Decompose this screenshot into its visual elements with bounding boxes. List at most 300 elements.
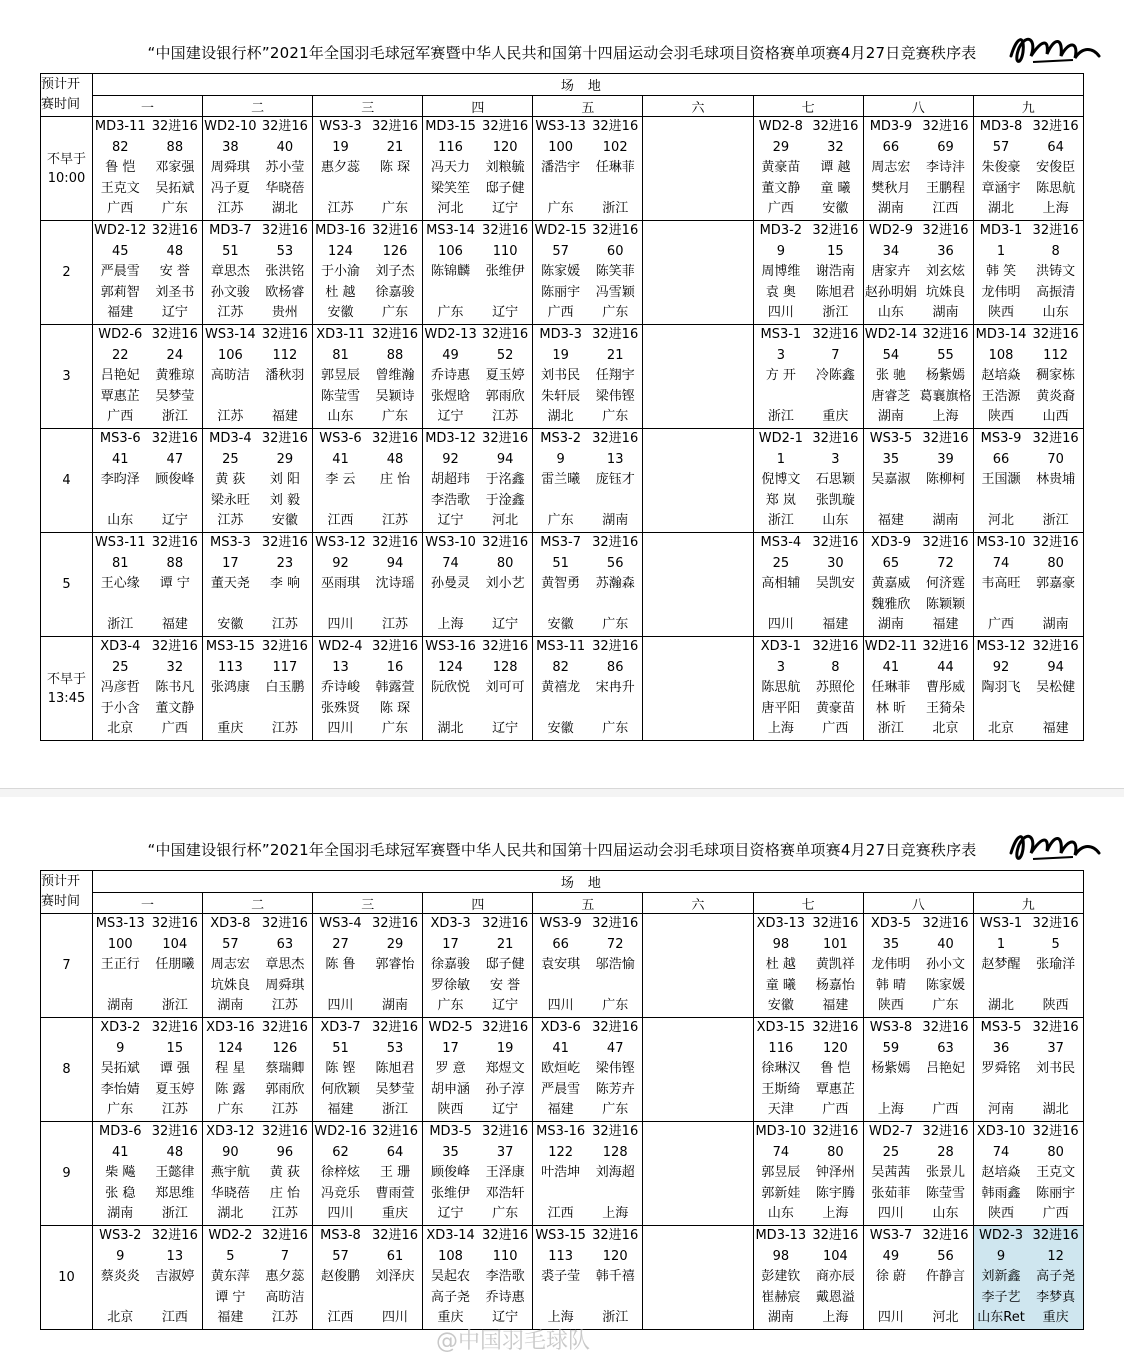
seed-number: 51 bbox=[332, 1040, 349, 1056]
province: 四川 bbox=[382, 1310, 409, 1326]
player-name: 刘可可 bbox=[485, 680, 525, 696]
player-name: 任琳菲 bbox=[871, 680, 911, 696]
round-label: 32进16 bbox=[371, 1228, 419, 1243]
round-label: 32进16 bbox=[592, 639, 639, 654]
schedule-row bbox=[41, 117, 1084, 221]
match-code: MD3-3 bbox=[539, 327, 582, 342]
province: 陕西 bbox=[877, 998, 904, 1014]
match-cell bbox=[423, 1226, 533, 1330]
match-code: WD2-9 bbox=[868, 223, 913, 238]
seed-number: 47 bbox=[606, 1040, 624, 1056]
partner-name: 郭雨欣 bbox=[485, 388, 525, 404]
seed-number: 66 bbox=[552, 936, 569, 952]
round-label: 32进16 bbox=[482, 223, 529, 238]
seed-number: 37 bbox=[1047, 1040, 1064, 1056]
match-code: MD3-16 bbox=[315, 223, 366, 238]
round-label: 32进16 bbox=[812, 1124, 859, 1139]
partner-name bbox=[148, 491, 203, 512]
round-label: 32进16 bbox=[922, 916, 969, 931]
partner-name: 华晓蓓 bbox=[210, 1185, 250, 1201]
match-cell bbox=[753, 221, 863, 325]
round-label: 32进16 bbox=[371, 1020, 419, 1035]
round-label: 32进16 bbox=[261, 1020, 308, 1035]
time-header: 预计开赛时间 bbox=[41, 74, 93, 117]
partner-name: 王猗朵 bbox=[925, 700, 965, 716]
province: 四川 bbox=[877, 1206, 904, 1222]
seed-number: 92 bbox=[332, 555, 349, 571]
match-info bbox=[93, 1226, 202, 1329]
province: 浙江 bbox=[161, 1206, 188, 1222]
province: 湖南 bbox=[107, 998, 134, 1014]
province: 上海 bbox=[547, 1310, 574, 1326]
player-name: 李 云 bbox=[325, 472, 356, 488]
match-info bbox=[203, 1122, 312, 1225]
province: 浙江 bbox=[107, 617, 134, 633]
seed-number: 9 bbox=[776, 243, 785, 259]
match-code: XD3-4 bbox=[100, 639, 141, 654]
seed-number: 60 bbox=[606, 243, 624, 259]
match-info bbox=[533, 1018, 642, 1121]
seed-number: 104 bbox=[162, 936, 188, 952]
province: 安徽 bbox=[767, 998, 794, 1014]
player-name: 冯天力 bbox=[431, 160, 471, 176]
round-label: 32进16 bbox=[1032, 1124, 1079, 1139]
round-label: 32进16 bbox=[482, 535, 529, 550]
province: 福建 bbox=[822, 617, 849, 633]
match-code: MS3-2 bbox=[540, 431, 581, 446]
round-label: 32进16 bbox=[812, 119, 859, 134]
match-code: WD2-8 bbox=[758, 119, 803, 134]
match-cell bbox=[313, 325, 423, 429]
match-code: MS3-15 bbox=[205, 639, 255, 654]
partner-name bbox=[368, 976, 423, 997]
match-cell bbox=[423, 533, 533, 637]
province: 山东 bbox=[932, 1206, 959, 1222]
partner-name bbox=[974, 1080, 1029, 1101]
player-name: 任朋曦 bbox=[155, 957, 195, 973]
match-info bbox=[974, 637, 1083, 740]
player-name: 顾俊峰 bbox=[431, 1165, 471, 1181]
player-name: 潘秋羽 bbox=[265, 368, 305, 384]
round-label: 32进16 bbox=[812, 431, 859, 446]
partner-name: 黄豪苗 bbox=[815, 700, 855, 716]
partner-name bbox=[974, 595, 1029, 616]
empty-court-cell bbox=[643, 1018, 753, 1122]
player-name: 郭昱辰 bbox=[761, 1165, 801, 1181]
player-name: 张景儿 bbox=[925, 1165, 965, 1181]
partner-name bbox=[478, 283, 533, 304]
player-name: 赵培焱 bbox=[981, 1165, 1021, 1181]
partner-name: 戴恩溢 bbox=[815, 1289, 855, 1305]
venue-header: 场地 bbox=[93, 871, 1084, 893]
seed-number: 25 bbox=[772, 555, 790, 571]
province: 江苏 bbox=[217, 201, 244, 217]
province: 湖南 bbox=[767, 1310, 794, 1326]
province: 河南 bbox=[988, 1102, 1015, 1118]
match-code: MS3-13 bbox=[95, 916, 145, 931]
match-info bbox=[313, 117, 422, 220]
player-name: 鲁 恺 bbox=[820, 1061, 851, 1077]
match-info bbox=[864, 1226, 973, 1329]
partner-name bbox=[974, 491, 1029, 512]
player-name: 郭嘉豪 bbox=[1036, 576, 1076, 592]
partner-name bbox=[1028, 699, 1083, 720]
match-cell bbox=[533, 1226, 643, 1330]
partner-name: 韩雨鑫 bbox=[981, 1185, 1021, 1201]
player-name: 吴嘉淑 bbox=[871, 472, 911, 488]
player-name: 吴起农 bbox=[431, 1269, 471, 1285]
player-name: 刘书民 bbox=[541, 368, 581, 384]
player-name: 黄智勇 bbox=[541, 576, 581, 592]
player-name: 顾俊峰 bbox=[155, 472, 195, 488]
province: 福建 bbox=[822, 998, 849, 1014]
seed-number: 57 bbox=[992, 139, 1010, 155]
player-name: 乔诗峻 bbox=[320, 680, 360, 696]
match-info bbox=[754, 429, 863, 532]
match-cell bbox=[93, 1018, 203, 1122]
province: 广东 bbox=[382, 201, 409, 217]
province: 上海 bbox=[767, 721, 794, 737]
court-header-4: 四 bbox=[423, 893, 533, 914]
match-info bbox=[754, 325, 863, 428]
seed-number: 32 bbox=[166, 659, 184, 675]
partner-name bbox=[533, 1288, 588, 1309]
match-code: WS3-2 bbox=[99, 1228, 142, 1243]
province: 辽宁 bbox=[492, 617, 519, 633]
match-info bbox=[974, 117, 1083, 220]
player-name: 刘 阳 bbox=[269, 472, 300, 488]
partner-name bbox=[203, 595, 258, 616]
partner-name bbox=[93, 595, 148, 616]
partner-name: 郭莉智 bbox=[100, 284, 140, 300]
seed-number: 106 bbox=[438, 243, 463, 259]
province: 江苏 bbox=[217, 409, 244, 425]
seed-number: 126 bbox=[272, 1040, 298, 1056]
schedule-row bbox=[41, 914, 1084, 1018]
province: 四川 bbox=[327, 721, 354, 737]
seed-number: 124 bbox=[438, 659, 463, 675]
match-cell bbox=[533, 637, 643, 741]
player-name: 刘粮毓 bbox=[485, 160, 525, 176]
partner-name bbox=[588, 595, 643, 616]
partner-name: 于小含 bbox=[100, 700, 140, 716]
province: 四川 bbox=[877, 1310, 904, 1326]
seed-number: 64 bbox=[386, 1144, 404, 1160]
province: 重庆 bbox=[217, 721, 244, 737]
province: 辽宁 bbox=[492, 721, 519, 737]
player-name: 杜 越 bbox=[765, 957, 796, 973]
province: 辽宁 bbox=[492, 1310, 519, 1326]
match-code: MS3-6 bbox=[99, 431, 141, 446]
player-name: 李昀泽 bbox=[100, 472, 140, 488]
seed-number: 72 bbox=[937, 555, 954, 571]
seed-number: 35 bbox=[882, 936, 900, 952]
round-label: 32进16 bbox=[592, 1228, 639, 1243]
match-cell bbox=[203, 533, 313, 637]
round-label: 32进16 bbox=[922, 1228, 969, 1243]
match-code: WS3-7 bbox=[869, 1228, 913, 1243]
partner-name: 徐嘉骏 bbox=[375, 284, 415, 300]
match-cell bbox=[313, 1122, 423, 1226]
seed-number: 72 bbox=[606, 936, 624, 952]
match-code: XD3-3 bbox=[430, 916, 471, 931]
round-label: 32进16 bbox=[922, 535, 969, 550]
player-name: 黄 荻 bbox=[215, 472, 246, 488]
province: 广西 bbox=[107, 409, 134, 425]
province: 江苏 bbox=[382, 513, 409, 529]
venue-header: 场地 bbox=[93, 74, 1084, 96]
round-label: 32进16 bbox=[922, 327, 969, 342]
seed-number: 66 bbox=[882, 139, 900, 155]
player-name: 陈锦麟 bbox=[431, 264, 471, 280]
match-info bbox=[533, 914, 642, 1017]
round-label: 32进16 bbox=[592, 431, 639, 446]
match-info bbox=[203, 637, 312, 740]
province: 福建 bbox=[547, 1102, 574, 1118]
province: 辽宁 bbox=[437, 513, 464, 529]
province: 山西 bbox=[1042, 409, 1069, 425]
match-info bbox=[754, 533, 863, 636]
match-cell bbox=[753, 325, 863, 429]
match-info bbox=[974, 325, 1083, 428]
match-code: XD3-14 bbox=[426, 1228, 475, 1243]
schedule-row bbox=[41, 1122, 1084, 1226]
seed-number: 48 bbox=[166, 243, 184, 259]
player-name: 蔡瑞卿 bbox=[265, 1061, 305, 1077]
player-name: 黄禧龙 bbox=[541, 680, 581, 696]
province: 浙江 bbox=[602, 1310, 629, 1326]
match-code: XD3-7 bbox=[320, 1020, 361, 1035]
empty-court-cell bbox=[643, 117, 753, 221]
province: 广东 bbox=[602, 305, 629, 321]
round-label: 32进16 bbox=[592, 1020, 639, 1035]
match-cell bbox=[863, 914, 973, 1018]
match-cell bbox=[753, 533, 863, 637]
round-label: 32进16 bbox=[1032, 1020, 1079, 1035]
partner-name: 葛襄旗格 bbox=[919, 388, 972, 404]
match-cell bbox=[973, 914, 1083, 1018]
partner-name: 庄 怡 bbox=[269, 1185, 300, 1201]
match-info bbox=[93, 533, 202, 636]
match-code: WD2-7 bbox=[868, 1124, 913, 1139]
match-cell bbox=[313, 914, 423, 1018]
match-cell bbox=[863, 1226, 973, 1330]
seed-number: 80 bbox=[1047, 555, 1064, 571]
match-cell bbox=[313, 117, 423, 221]
start-time bbox=[41, 117, 93, 221]
partner-name: 坑姝良 bbox=[210, 977, 250, 993]
player-name: 龙伟明 bbox=[871, 957, 911, 973]
match-info bbox=[93, 1122, 202, 1225]
partner-name: 魏雅欣 bbox=[871, 596, 911, 612]
match-code: WS3-9 bbox=[539, 916, 582, 931]
province: 江西 bbox=[327, 1310, 354, 1326]
player-name: 董天尧 bbox=[210, 576, 250, 592]
partner-name bbox=[974, 976, 1029, 997]
partner-name bbox=[258, 595, 313, 616]
province: 上海 bbox=[1042, 201, 1069, 217]
match-code: WD2-12 bbox=[94, 223, 147, 238]
seed-number: 62 bbox=[332, 1144, 349, 1160]
court-header-7: 七 bbox=[753, 96, 863, 117]
seed-number: 80 bbox=[496, 555, 514, 571]
partner-name bbox=[423, 595, 478, 616]
partner-name bbox=[533, 699, 588, 720]
seed-number: 120 bbox=[822, 1040, 848, 1056]
player-name: 洪铸文 bbox=[1036, 264, 1076, 280]
player-name: 韩露萱 bbox=[375, 680, 415, 696]
partner-name: 王浩源 bbox=[981, 388, 1021, 404]
partner-name bbox=[368, 179, 423, 200]
partner-name bbox=[1028, 491, 1083, 512]
player-name: 陈笑菲 bbox=[595, 264, 635, 280]
player-name: 唐家卉 bbox=[871, 264, 911, 280]
player-name: 郭昱辰 bbox=[320, 368, 360, 384]
province: 广东 bbox=[602, 721, 629, 737]
province: 贵州 bbox=[271, 305, 298, 321]
court-header-1: 一 bbox=[93, 893, 203, 914]
match-code: WS3-5 bbox=[869, 431, 913, 446]
province: 江苏 bbox=[271, 1310, 298, 1326]
player-name: 周舜琪 bbox=[210, 160, 250, 176]
match-code: MS3-10 bbox=[976, 535, 1026, 550]
round-label: 32进16 bbox=[592, 223, 639, 238]
partner-name: 覃惠芷 bbox=[815, 1081, 855, 1097]
match-code: MD3-11 bbox=[94, 119, 146, 134]
start-time: 8 bbox=[41, 1018, 93, 1122]
province: 广西 bbox=[932, 1102, 959, 1118]
round-label: 32进16 bbox=[371, 119, 419, 134]
seed-number: 117 bbox=[272, 659, 298, 675]
round-label: 32进16 bbox=[922, 1124, 969, 1139]
partner-name: 安 誉 bbox=[490, 977, 521, 993]
partner-name bbox=[313, 595, 368, 616]
province: 江苏 bbox=[217, 305, 244, 321]
round-label: 32进16 bbox=[812, 327, 859, 342]
seed-number: 100 bbox=[548, 139, 574, 155]
round-label: 32进16 bbox=[922, 119, 969, 134]
province: 湖北 bbox=[988, 998, 1015, 1014]
province: 重庆 bbox=[437, 1310, 464, 1326]
province: 湖南 bbox=[877, 617, 904, 633]
round-label: 32进16 bbox=[482, 916, 529, 931]
match-code: WS3-15 bbox=[535, 1228, 586, 1243]
match-cell bbox=[533, 1018, 643, 1122]
round-label: 32进16 bbox=[922, 639, 969, 654]
province: 浙江 bbox=[161, 998, 188, 1014]
player-name: 郑煜文 bbox=[485, 1061, 525, 1077]
match-cell bbox=[93, 1122, 203, 1226]
match-cell bbox=[423, 117, 533, 221]
match-cell bbox=[753, 1018, 863, 1122]
seed-number: 96 bbox=[276, 1144, 294, 1160]
match-code: MD3-4 bbox=[209, 431, 252, 446]
player-name: 李诗沣 bbox=[925, 160, 965, 176]
partner-name bbox=[533, 595, 588, 616]
round-label: 32进16 bbox=[1032, 431, 1079, 446]
province: 重庆 bbox=[1042, 1310, 1069, 1326]
partner-name: 王斯绮 bbox=[761, 1081, 801, 1097]
match-cell bbox=[863, 325, 973, 429]
match-code: XD3-12 bbox=[206, 1124, 255, 1139]
partner-name bbox=[588, 1288, 643, 1309]
partner-name bbox=[533, 179, 588, 200]
partner-name bbox=[588, 179, 643, 200]
round-label: 32进16 bbox=[482, 1020, 529, 1035]
player-name: 张洪铭 bbox=[265, 264, 305, 280]
province: 山东 bbox=[822, 513, 849, 529]
province: 广西 bbox=[767, 201, 794, 217]
partner-name bbox=[313, 1288, 368, 1309]
seed-number: 120 bbox=[602, 1248, 628, 1264]
watermark bbox=[436, 1324, 590, 1355]
partner-name bbox=[588, 491, 643, 512]
match-info bbox=[864, 325, 973, 428]
province: 四川 bbox=[767, 305, 794, 321]
match-info bbox=[754, 914, 863, 1017]
partner-name: 周舜琪 bbox=[265, 977, 305, 993]
seed-number: 5 bbox=[1051, 936, 1060, 952]
match-code: XD3-8 bbox=[210, 916, 251, 931]
seed-number: 40 bbox=[276, 139, 294, 155]
province: 山东 bbox=[107, 513, 134, 529]
partner-name: 龙伟明 bbox=[981, 284, 1021, 300]
match-cell bbox=[863, 117, 973, 221]
match-cell bbox=[203, 117, 313, 221]
empty-court-cell bbox=[643, 1122, 753, 1226]
match-cell bbox=[753, 429, 863, 533]
seed-number: 66 bbox=[992, 451, 1010, 467]
match-code: WS3-13 bbox=[535, 119, 586, 134]
court-header-9: 九 bbox=[973, 893, 1083, 914]
match-info bbox=[533, 221, 642, 324]
schedule-row bbox=[41, 1018, 1084, 1122]
round-label: 32进16 bbox=[261, 1228, 308, 1243]
match-code: MD3-8 bbox=[979, 119, 1023, 134]
province: 广东 bbox=[602, 617, 629, 633]
round-label: 32进16 bbox=[151, 1020, 198, 1035]
player-name: 朱俊豪 bbox=[981, 160, 1021, 176]
seed-number: 23 bbox=[276, 555, 294, 571]
player-name: 徐琳汉 bbox=[761, 1061, 801, 1077]
province: 湖南 bbox=[1042, 617, 1069, 633]
partner-name: 韩 晴 bbox=[875, 977, 906, 993]
partner-name bbox=[864, 491, 919, 512]
partner-name bbox=[258, 699, 313, 720]
match-cell bbox=[203, 325, 313, 429]
partner-name: 张殊贤 bbox=[320, 700, 360, 716]
partner-name: 罗徐敏 bbox=[431, 977, 471, 993]
match-cell bbox=[93, 533, 203, 637]
match-info bbox=[313, 1018, 422, 1121]
round-label: 32进16 bbox=[812, 535, 859, 550]
round-label: 32进16 bbox=[812, 223, 859, 238]
seed-number: 9 bbox=[996, 1248, 1006, 1264]
round-label: 32进16 bbox=[1032, 639, 1079, 654]
player-name: 陶羽飞 bbox=[981, 680, 1021, 696]
province: 湖南 bbox=[932, 305, 959, 321]
seed-number: 1 bbox=[776, 451, 785, 467]
match-cell bbox=[93, 1226, 203, 1330]
round-label: 32进16 bbox=[592, 119, 639, 134]
court-header-6: 六 bbox=[643, 96, 753, 117]
player-name: 章思杰 bbox=[265, 957, 305, 973]
seed-number: 101 bbox=[822, 936, 848, 952]
page-title: “中国建设银行杯”2021年全国羽毛球冠军赛暨中华人民共和国第十四届运动会羽毛球项目资格赛单项赛4月27日竞赛秩序表 bbox=[147, 841, 977, 859]
partner-name: 王鹏程 bbox=[925, 180, 965, 196]
match-info bbox=[423, 1122, 532, 1225]
partner-name bbox=[754, 595, 809, 616]
